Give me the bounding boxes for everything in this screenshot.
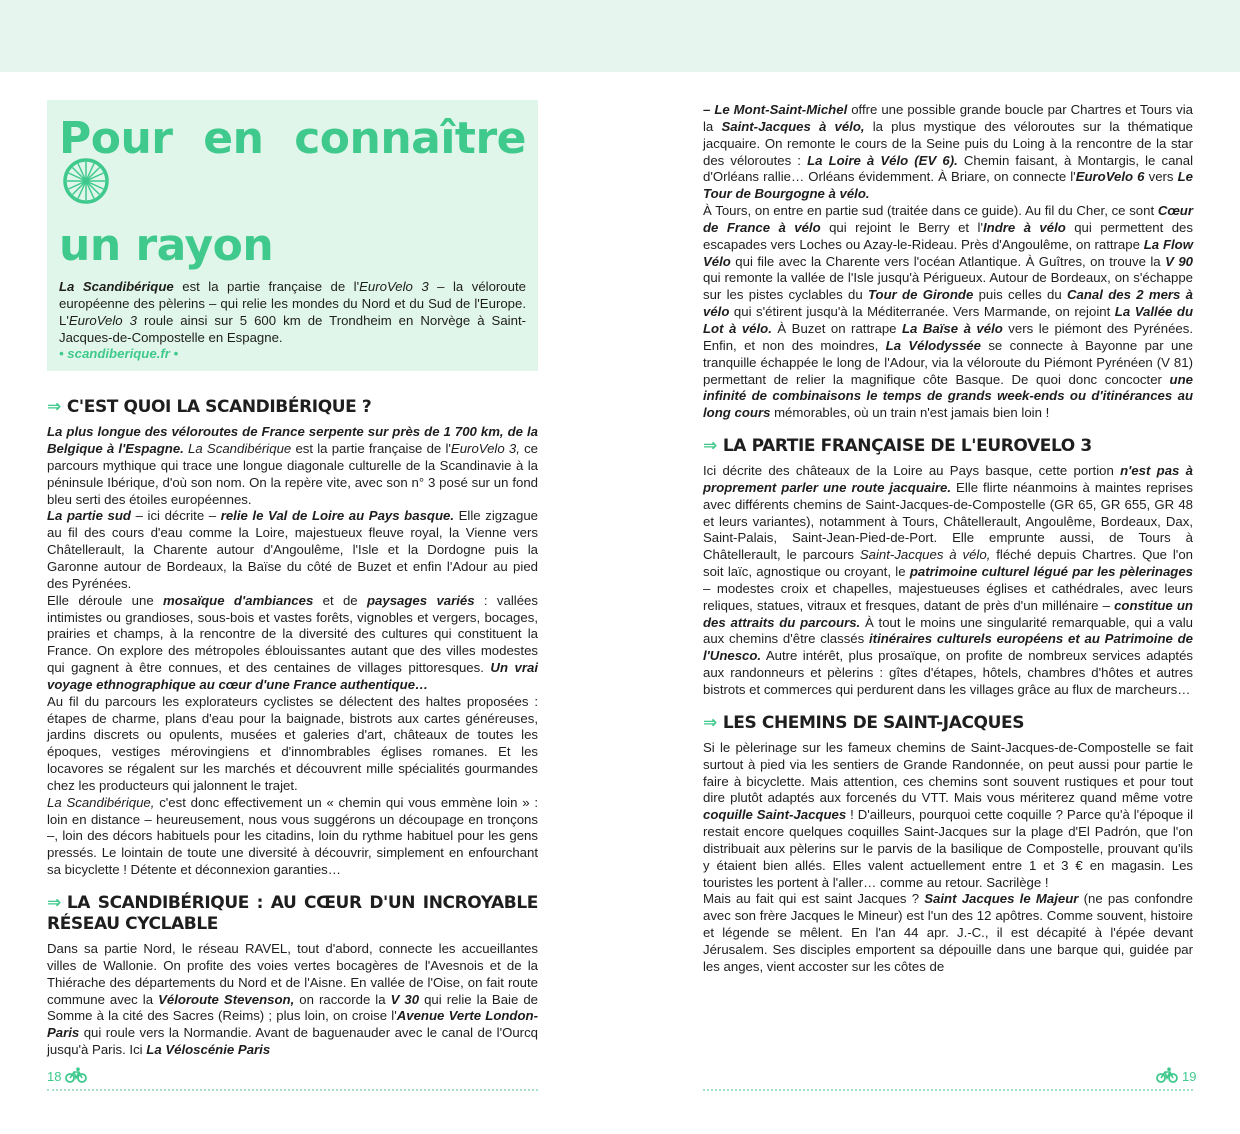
text-span: ! D'ailleurs, pourquoi cette coquille ? Parce qu'à l'époque il restait encore quelques coquilles Saint-Jacques sur la plage d'El Padrón, que l'on distribuait aux pèlerins sur le parvis de la basilique de Compostelle, prouvant qu'ils y étaient bien allés. Elles valent actuellement entre 1 et 3 € en magasin. Les touristes les portent à l'aller… comme au retour. Sacrilège ! xyxy=(703,807,1193,890)
text-span: EuroVelo 3 xyxy=(359,279,429,294)
paragraph: Au fil du parcours les explorateurs cyclistes se délectent des haltes proposées : étapes de charme, plans d'eau pour la baignade, bistrots aux cartes généreuses, jardins discrets ou opulents, musées et galeries d'art, châteaux de toutes les époques, vestiges mérovingiens et d'innombrables églises romanes. Et les locavores se régalent sur les marchés et découvrent mille spécialités gourmandes chez les producteurs qui jalonnent le trajet. xyxy=(47,693,538,793)
text-span: La plus longue des véloroutes de France serpente sur près de 1 700 km, de la Belgique à l'Espagne. xyxy=(47,424,538,457)
text-span: qui rejoint le Berry et l' xyxy=(820,219,983,235)
page-number-right xyxy=(1156,1067,1196,1086)
text-span: constitue un des attraits du parcours. xyxy=(703,597,1193,630)
paragraph xyxy=(47,508,538,592)
left-page-column xyxy=(47,100,538,1059)
paragraph xyxy=(703,740,1193,892)
heading-text: C'EST QUOI LA SCANDIBÉRIQUE ? xyxy=(66,397,372,418)
text-span: une infinité de combinaisons le temps de grands week-ends ou d'itinérances au long cours xyxy=(703,371,1193,421)
text-span: À Buzet on rattrape xyxy=(771,320,902,336)
text-span: Avenue Verte London-Paris xyxy=(47,1008,538,1041)
text-span: Si le pèlerinage sur les fameux chemins de Saint-Jacques-de-Compostelle se fait surtout à pied via les sentiers de Grande Randonnée, on peut aussi pour partie le faire à bicyclette. Mais attention, ces chemins sont souvent rustiques et pour tout dire plutôt adaptés aux forcenés du VTT. Mais vous mériterez quand même votre xyxy=(703,739,1193,806)
arrow-right-icon: ⇒ xyxy=(47,397,61,418)
section-heading xyxy=(47,893,538,935)
text-span: qui permettent des escapades vers Loches ou Azay-le-Rideau. Près d'Angoulême, on rattrape xyxy=(703,219,1193,252)
text-span: Saint-Jacques à vélo, xyxy=(721,118,865,134)
text-span: est la partie française de l' xyxy=(173,279,360,294)
text-span: se connecte à Bayonne par une tranquille échappée le long de l'Adour, via la véloroute du Piémont Pyrénéen (V 81) permettant de relier la magnifique côte Basque. De quoi donc concocter xyxy=(703,337,1193,387)
paragraph xyxy=(703,102,1193,203)
text-span: Saint Jacques le Majeur xyxy=(924,891,1079,907)
text-span: relie le Val de Loire au Pays basque. xyxy=(220,508,455,524)
page-number-text: 19 xyxy=(1182,1069,1197,1084)
text-span: qui file avec la Charente vers l'océan Atlantique. À Guîtres, on trouve la xyxy=(730,253,1166,269)
text-span: La Vallée du Lot à vélo. xyxy=(703,304,1194,336)
text-span: et de xyxy=(313,592,367,608)
text-span: Véloroute Stevenson, xyxy=(158,991,295,1007)
text-span: Elle déroule une xyxy=(47,592,164,608)
text-span: mémorables, où un train n'est jamais bien loin ! xyxy=(770,405,1050,421)
text-span: : vallées intimistes ou grandioses, sous-bois et vastes forêts, vignobles et vergers, bocages, prairies et champs, à la rencontre de la diversité des cultures qui constituent la France. On explore des métropoles éblouissantes autant que des villes modestes qui gagnent à être connues, et des centaines de villages pittoresques. xyxy=(47,592,538,676)
text-span: EuroVelo 6 xyxy=(1075,169,1145,185)
arrow-right-icon: ⇒ xyxy=(703,436,717,457)
text-span: patrimoine culturel légué par les pèlerinages xyxy=(909,564,1194,580)
box-title-line1: Pour en connaître xyxy=(59,113,526,164)
text-span: À tout le moins une singularité remarquable, qui a valu aux chemins d'être classés xyxy=(703,614,1194,647)
text-span: Cœur de France à vélo xyxy=(703,203,1193,235)
text-span: Tour de Gironde xyxy=(867,287,974,303)
heading-text: LA PARTIE FRANÇAISE DE L'EUROVELO 3 xyxy=(722,436,1092,457)
text-span: coquille Saint-Jacques xyxy=(703,807,847,823)
text-span: La Véloscénie Paris xyxy=(146,1042,271,1058)
text-span: Chemin faisant, à Montargis, le canal d'Orléans rallie… Orléans évidemment. À Briare, on connecte l' xyxy=(703,152,1194,185)
text-span: – la véloroute européenne des pèlerins – qui relie les mondes du Nord et du Sud de l'Europe. L' xyxy=(59,279,526,328)
text-span: n'est pas à proprement parler une route jacquaire. xyxy=(703,463,1193,495)
text-span: la plus mystique des véloroutes sur la thématique jacquaire. On remonte le cours de la Seine puis du Loing à la rencontre de la star des véloroutes : xyxy=(703,118,1193,168)
text-span: Elle flirte néanmoins à maintes reprises avec différents chemins de Saint-Jacques-de-Compostelle (GR 65, GR 655, GR 48 et leurs variantes), notamment à Tours, Châtellerault, Angoulême, Bordeaux, Dax, Saint-Palais, Saint-Jean-Pied-de-Port. Elle emprunte aussi, de Tours à Châtellerault, le parcours xyxy=(703,479,1193,563)
text-span: roule ainsi sur 5 600 km de Trondheim en Norvège à Saint-Jacques-de-Compostelle en Espagne. xyxy=(59,312,527,345)
text-span: Ici décrite des châteaux de la Loire au Pays basque, cette portion xyxy=(703,463,1121,479)
text-span: fléché depuis Chartres. Que l'on soit laïc, agnostique ou croyant, le xyxy=(703,547,1193,580)
text-span: est la partie française de l' xyxy=(291,441,451,457)
paragraph xyxy=(47,424,538,508)
text-span: La Scandibérique, xyxy=(47,794,155,810)
heading-text: LES CHEMINS DE SAINT-JACQUES xyxy=(722,712,1025,733)
text-span: – Le Mont-Saint-Michel xyxy=(703,102,848,117)
text-span: La Loire à Vélo (EV 6). xyxy=(807,152,958,168)
text-span: (ne pas confondre avec son frère Jacques le Mineur) est l'un des 12 apôtres. Comme souvent, histoire et légende se mêlent. En l'an 44 apr. J.-C., il est décapité à l'épée devant Jérusalem. Ses disciples emportent sa dépouille dans une barque qui, guidée par les anges, vient accoster sur les côtes de xyxy=(703,891,1193,974)
section-heading xyxy=(703,436,1193,457)
text-span: – ici décrite – xyxy=(130,508,221,524)
text-span: Indre à vélo xyxy=(982,219,1066,235)
section-heading xyxy=(47,397,538,418)
text-span: Le Tour de Bourgogne à vélo. xyxy=(703,169,1193,202)
arrow-right-icon: ⇒ xyxy=(47,893,61,913)
text-span: À Tours, on entre en partie sud (traitée dans ce guide). Au fil du Cher, ce sont xyxy=(703,203,1158,219)
text-span: EuroVelo 3, xyxy=(450,441,520,457)
paragraph xyxy=(47,941,538,1059)
info-box xyxy=(47,100,538,371)
box-title xyxy=(59,114,526,271)
text-span: qui relie la Baie de Somme à la cité des Sacres (Reims) ; plus loin, on croise l' xyxy=(47,991,539,1024)
text-span: vers xyxy=(1144,169,1178,185)
text-span: V 90 xyxy=(1165,253,1193,269)
footer-divider-right xyxy=(703,1089,1193,1091)
text-span: vers le piémont des Pyrénées. Enfin, et non des moindres, xyxy=(703,320,1193,353)
section-heading xyxy=(703,713,1193,734)
text-span: La Scandibérique xyxy=(183,441,292,457)
right-page-column xyxy=(703,102,1193,976)
bicycle-icon xyxy=(1156,1067,1178,1086)
text-span: La partie sud xyxy=(47,508,131,524)
text-span: La Flow Vélo xyxy=(703,236,1193,269)
footer-divider-left xyxy=(47,1089,538,1091)
bicycle-icon xyxy=(65,1067,87,1086)
text-span: on raccorde la xyxy=(294,991,391,1007)
arrow-right-icon: ⇒ xyxy=(703,712,717,733)
text-span: La Scandibérique xyxy=(59,279,174,294)
text-span: ce parcours mythique qui trace une longue diagonale culturelle de la Scandinavie à la péninsule Ibérique, d'où son nom. On la repère vite, avec son n° 3 posé sur un fond bleu serti des étoiles européennes. xyxy=(47,441,539,507)
paragraph xyxy=(47,593,538,694)
text-span: paysages variés xyxy=(366,592,475,608)
text-span: Mais au fait qui est saint Jacques ? xyxy=(703,891,925,907)
top-band xyxy=(0,0,1240,72)
paragraph xyxy=(703,203,1193,422)
text-span: Autre intérêt, plus prosaïque, on profite de nombreux services adaptés aux randonneurs et pèlerins : gîtes d'étapes, hôtels, chambres d'hôtes et autres bistrots et commerces qui perdurent dans les villages grâce au flux de marcheurs… xyxy=(703,648,1193,697)
text-span: Dans sa partie Nord, le réseau RAVEL, tout d'abord, connecte les accueillantes villes de Wallonie. On profite des voies vertes bocagères de l'Avesnois et de la Thiérache des départements du Nord et de l'Aisne. En vallée de l'Oise, on fait route commune avec la xyxy=(47,941,538,1007)
text-span: qui remonte la vallée de l'Isle jusqu'à Périgueux. Autour de Bordeaux, on s'échappe sur les pistes cyclables du xyxy=(703,270,1193,303)
heading-text: LA SCANDIBÉRIQUE : AU CŒUR D'UN INCROYABLE RÉSEAU CYCLABLE xyxy=(47,893,538,934)
text-span: offre une possible grande boucle par Chartres et Tours via la xyxy=(703,102,1193,134)
text-span: mosaïque d'ambiances xyxy=(163,592,314,608)
text-span: Un vrai voyage ethnographique au cœur d'une France authentique… xyxy=(47,660,538,692)
page-number-text: 18 xyxy=(47,1069,62,1084)
text-span: qui roule vers la Normandie. Avant de baguenauder avec le canal de l'Ourcq jusqu'à Paris. Ici xyxy=(47,1025,538,1058)
box-title-line2: un rayon xyxy=(59,220,274,271)
text-span: La Baïse à vélo xyxy=(902,320,1003,336)
text-span: EuroVelo 3 xyxy=(68,312,137,328)
text-span: c'est donc effectivement un « chemin qui vous emmène loin » : loin en distance – heureusement, nous vous suggérons un découpage en tronçons –, loin des décors habituels pour les citadins, loin du rythme habituel pour les gens pressés. Le lointain de toute une diversité à découvrir, simplement en enfourchant sa bicyclette ! Détente et déconnexion garanties… xyxy=(47,794,538,878)
text-span: puis celles du xyxy=(973,287,1068,303)
paragraph xyxy=(703,891,1193,975)
text-span: – modestes croix et chapelles, majestueuses églises et cathédrales, avec leurs reliques, statues, vitraux et fresques, datant de près d'un millénaire – xyxy=(703,580,1193,613)
text-span: itinéraires culturels européens et au Patrimoine de l'Unesco. xyxy=(703,631,1193,664)
text-span: Canal des 2 mers à vélo xyxy=(703,287,1193,320)
page-number-left xyxy=(47,1067,87,1086)
bicycle-wheel-icon xyxy=(63,158,109,215)
paragraph xyxy=(703,463,1193,699)
text-span: Saint-Jacques à vélo, xyxy=(859,547,991,563)
box-text xyxy=(59,279,526,363)
text-span: Elle zigzague au fil des cours d'eau comme la Loire, majestueux fleuve royal, la Vienne vers Châtellerault, la Charente autour d'Angoulême, l'Isle et la Dordogne puis la Garonne autour de Bordeaux, la Baïse du côté de Buzet et enfin l'Adour au pied des Pyrénées. xyxy=(47,508,539,591)
text-span: qui s'étirent jusqu'à la Méditerranée. Vers Marmande, on rejoint xyxy=(729,304,1115,320)
text-span: V 30 xyxy=(390,991,420,1007)
website-link[interactable]: • scandiberique.fr • xyxy=(59,346,179,362)
paragraph xyxy=(47,795,538,879)
text-span: La Vélodyssée xyxy=(885,337,981,353)
